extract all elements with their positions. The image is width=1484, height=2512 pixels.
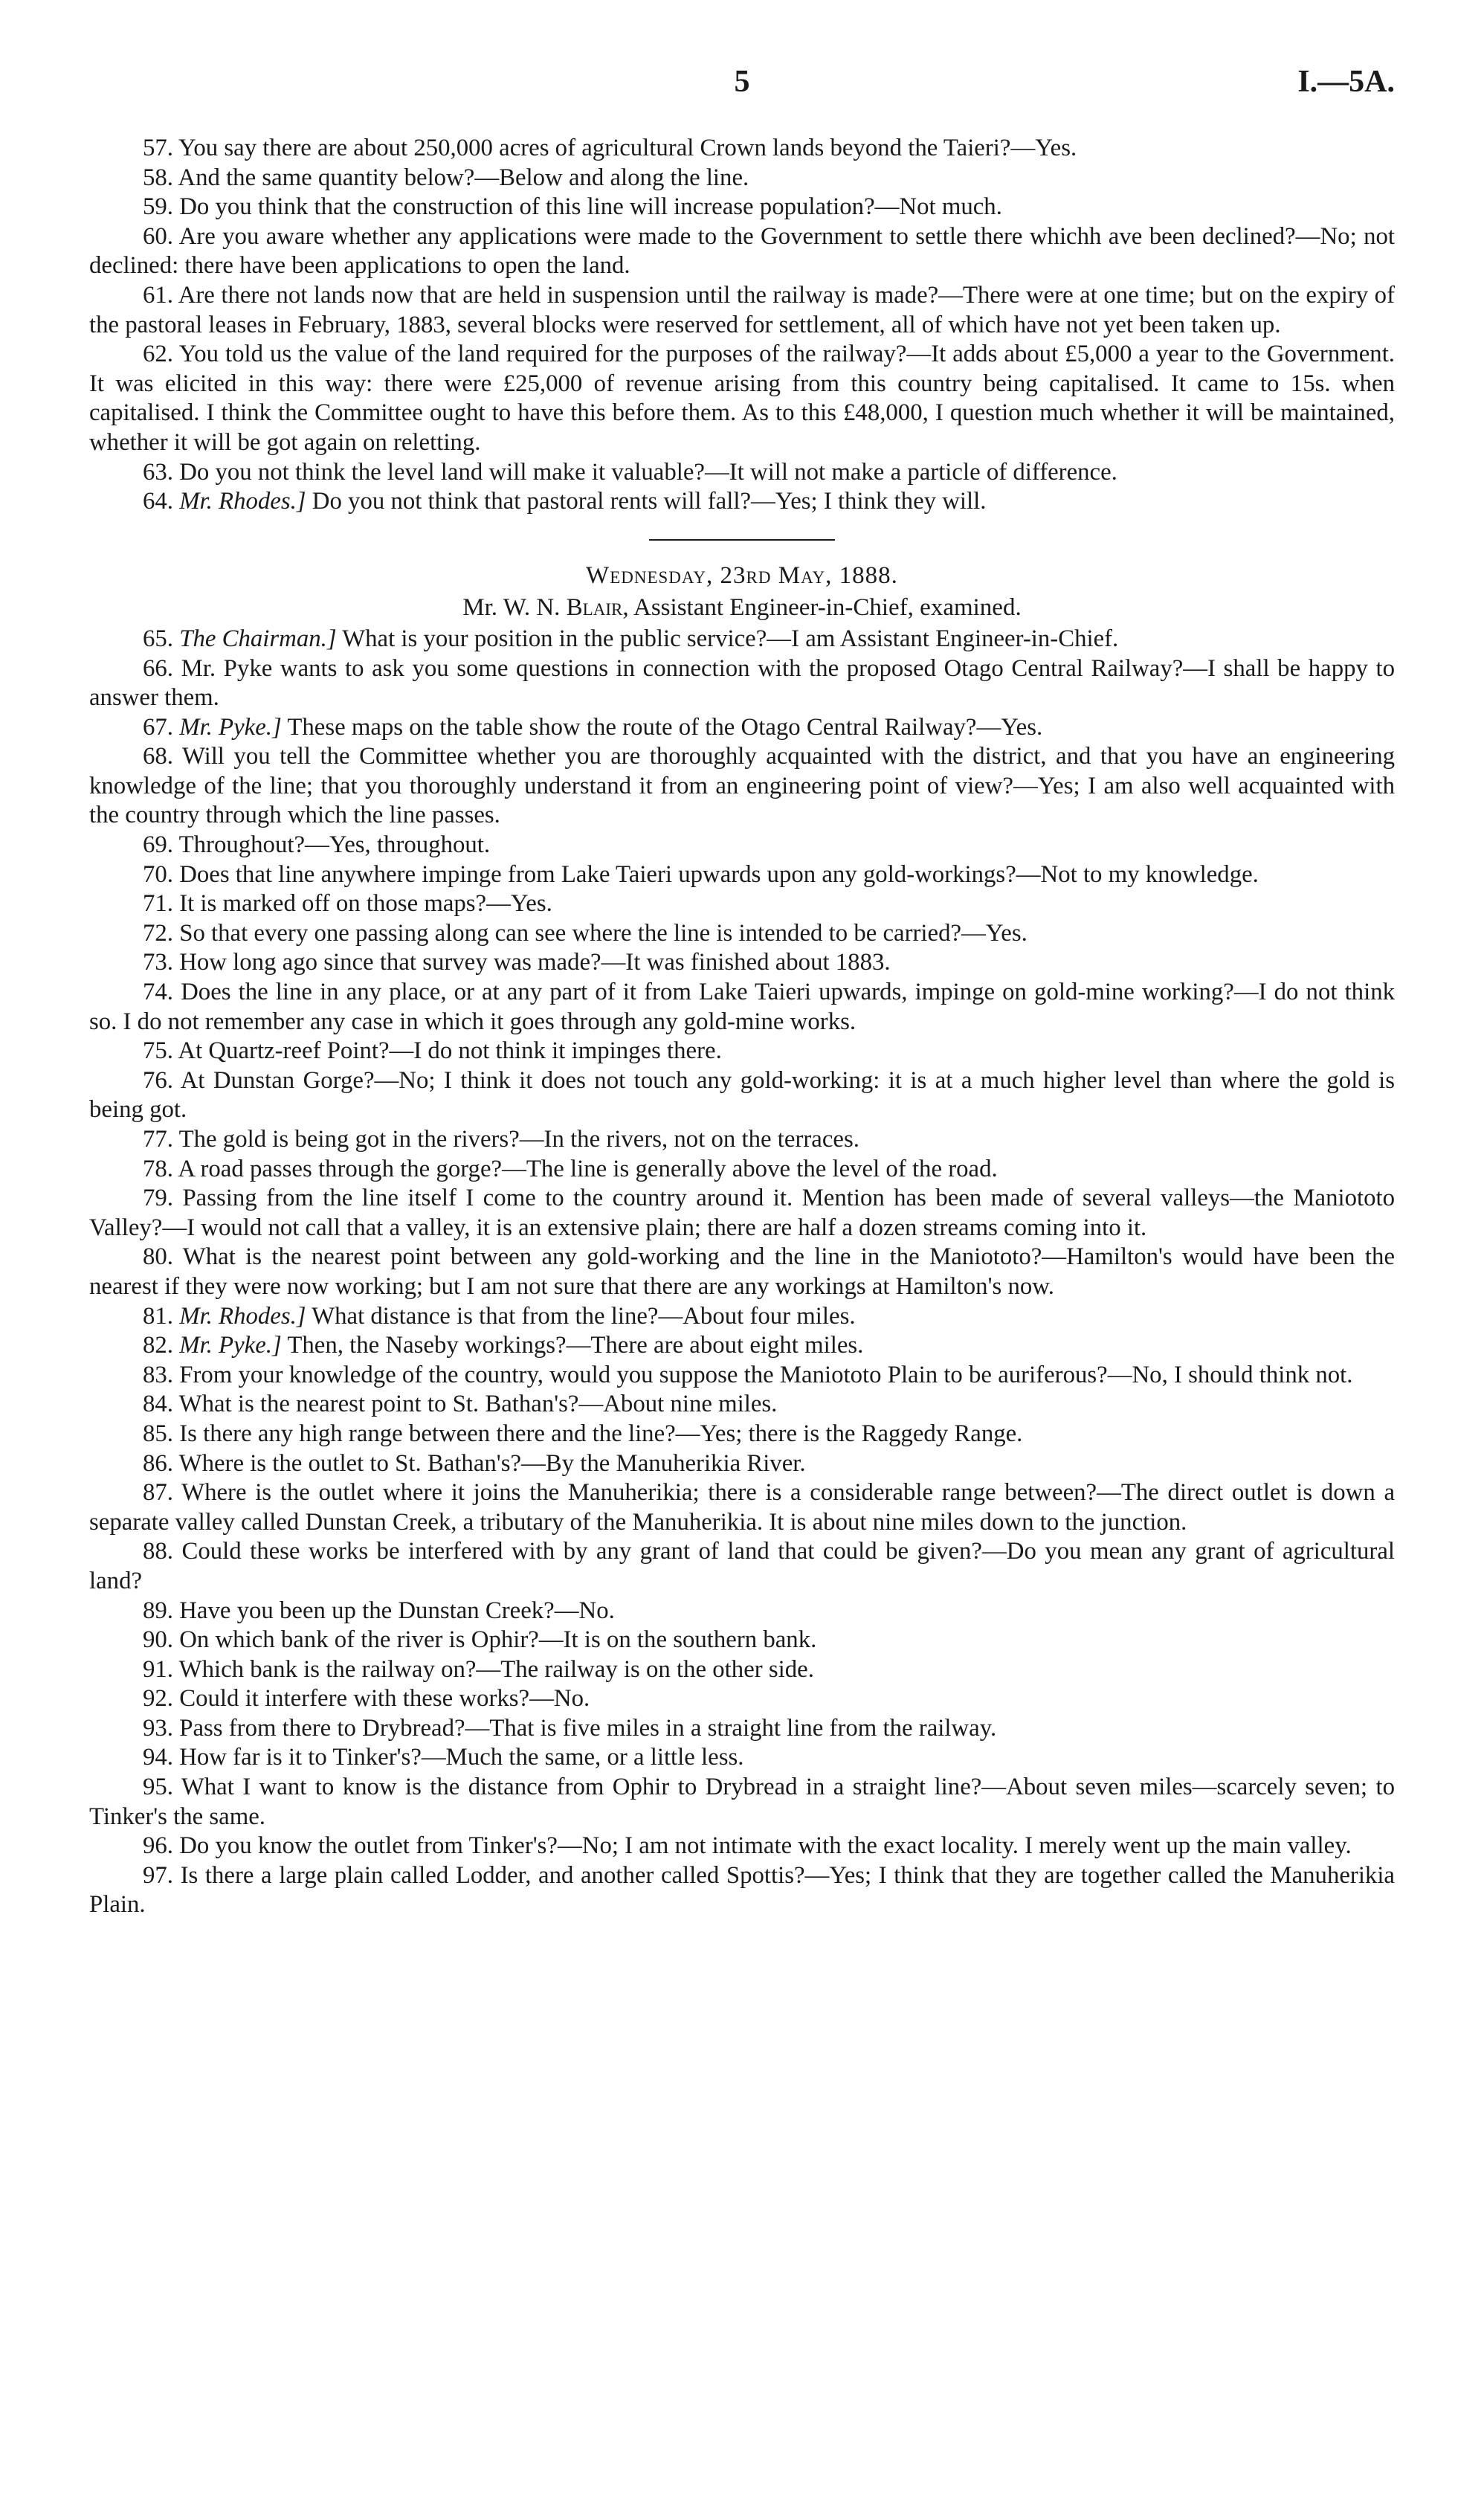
- speaker-name: The Chairman.]: [179, 625, 337, 652]
- question-number: 83.: [143, 1361, 173, 1388]
- question-number: 94.: [143, 1744, 173, 1771]
- question-number: 96.: [143, 1832, 173, 1860]
- question-paragraph: [89, 1066, 1395, 1125]
- question-text: Do you think that the construction of this line will increase population?—Not much.: [179, 193, 1002, 221]
- witness-prefix: Mr. W. N.: [462, 594, 561, 622]
- question-text: You told us the value of the land required for the purposes of the railway?—It adds about £5,000 a year to the Government. It was elicited in this way: there were £25,000 of revenue arising from this country being capitalised. It came to 15s. when capitalised. I think the Committee ought to have this before them. As to this £48,000, I question much whether it will be maintained, whether it will be got again on reletting.: [89, 341, 1396, 456]
- question-text: What is your position in the public service?—I am Assistant Engineer-in-Chief.: [342, 625, 1119, 652]
- speaker-name: Mr. Pyke.]: [179, 713, 282, 741]
- question-number: 61.: [143, 281, 173, 309]
- question-text: At Dunstan Gorge?—No; I think it does not touch any gold-working: it is at a much higher level than where the gold is being got.: [89, 1066, 1396, 1124]
- question-paragraph: [89, 1743, 1395, 1773]
- question-paragraph: [89, 458, 1395, 488]
- page-number: 5: [734, 65, 750, 99]
- question-text: These maps on the table show the route of the Otago Central Railway?—Yes.: [287, 713, 1043, 741]
- witness-suffix: , Assistant Engineer-in-Chief, examined.: [622, 594, 1022, 622]
- question-text: Pass from there to Drybread?—That is five miles in a straight line from the railway.: [179, 1714, 997, 1742]
- question-text: Throughout?—Yes, throughout.: [178, 831, 491, 859]
- question-text: It is marked off on those maps?—Yes.: [179, 890, 552, 918]
- question-text: From your knowledge of the country, would you suppose the Maniototo Plain to be auriferous?—No, I should think not.: [179, 1361, 1353, 1388]
- question-text: Could these works be interfered with by any grant of land that could be given?—Do you mean any grant of agricultural land?: [89, 1538, 1395, 1594]
- question-text: And the same quantity below?—Below and along the line.: [178, 164, 749, 191]
- question-paragraph: [89, 1597, 1395, 1626]
- question-paragraph: [89, 1773, 1395, 1832]
- question-number: 64.: [143, 488, 173, 515]
- question-number: 63.: [143, 458, 173, 486]
- question-number: 74.: [143, 979, 173, 1006]
- question-number: 58.: [143, 164, 173, 191]
- question-paragraph: [89, 1331, 1395, 1361]
- question-text: What I want to know is the distance from Ophir to Drybread in a straight line?—About seven miles—scarcely seven; to Tinker's the same.: [89, 1774, 1395, 1830]
- question-number: 85.: [143, 1420, 173, 1447]
- question-text: Then, the Naseby workings?—There are about eight miles.: [287, 1332, 864, 1359]
- question-paragraph: [89, 1478, 1395, 1537]
- question-text: What is the nearest point to St. Bathan's?—About nine miles.: [178, 1391, 778, 1418]
- question-text: Which bank is the railway on?—The railway is on the other side.: [178, 1655, 814, 1683]
- witness-heading: [89, 593, 1395, 623]
- question-paragraph: [89, 919, 1395, 949]
- question-paragraph: [89, 1125, 1395, 1155]
- question-text: Mr. Pyke wants to ask you some questions in connection with the proposed Otago Central Railway?—I shall be happy to answer them.: [89, 654, 1395, 712]
- question-text: What is the nearest point between any gold-working and the line in the Maniototo?—Hamilton's would have been the nearest if they were now working; but I am not sure that there are any workings at Hamilton's now.: [89, 1243, 1395, 1300]
- question-text: Will you tell the Committee whether you are thoroughly acquainted with the district, and that you have an engineering knowledge of the line; that you thoroughly understand it from an engineering point of view?—Yes; I am also well acquainted with the country through which the line passes.: [89, 743, 1396, 829]
- question-text: A road passes through the gorge?—The line is generally above the level of the road.: [178, 1155, 998, 1182]
- question-text: Does that line anywhere impinge from Lake Taieri upwards upon any gold-workings?—Not to my knowledge.: [179, 860, 1259, 888]
- question-paragraph: [89, 1184, 1395, 1243]
- question-paragraph: [89, 1420, 1395, 1449]
- question-paragraph: [89, 1861, 1395, 1920]
- question-paragraph: [89, 1361, 1395, 1391]
- question-paragraph: [89, 1037, 1395, 1066]
- question-number: 57.: [143, 135, 173, 161]
- question-number: 81.: [143, 1302, 173, 1330]
- question-paragraph: [89, 831, 1395, 860]
- question-paragraph: [89, 1302, 1395, 1332]
- question-number: 73.: [143, 949, 173, 976]
- question-paragraph: [89, 281, 1395, 340]
- question-paragraph: [89, 134, 1395, 164]
- question-number: 68.: [143, 743, 173, 770]
- date-heading: Wednesday, 23rd May, 1888.: [586, 561, 898, 589]
- question-text: Could it interfere with these works?—No.: [179, 1685, 590, 1713]
- question-number: 66.: [143, 654, 173, 682]
- question-number: 97.: [143, 1861, 173, 1889]
- question-number: 78.: [143, 1155, 173, 1182]
- question-paragraph: [89, 1449, 1395, 1479]
- question-paragraph: [89, 1714, 1395, 1744]
- question-text: Are there not lands now that are held in suspension until the railway is made?—There were at one time; but on the expiry of the pastoral leases in February, 1883, several blocks were reserved for settlement, all of which have not yet been taken up.: [89, 281, 1396, 338]
- question-text: Do you not think that pastoral rents will fall?—Yes; I think they will.: [312, 488, 987, 515]
- question-paragraph: [89, 1655, 1395, 1685]
- question-paragraph: [89, 889, 1395, 919]
- question-paragraph: [89, 1684, 1395, 1714]
- question-text: How far is it to Tinker's?—Much the same, or a little less.: [179, 1744, 744, 1771]
- question-paragraph: [89, 1390, 1395, 1420]
- question-number: 90.: [143, 1626, 173, 1654]
- question-text: Is there a large plain called Lodder, and another called Spottis?—Yes; I think that they are together called the Manuherikia Plain.: [89, 1861, 1395, 1919]
- question-text: Have you been up the Dunstan Creek?—No.: [179, 1597, 615, 1624]
- question-number: 65.: [143, 625, 173, 652]
- question-text: The gold is being got in the rivers?—In the rivers, not on the terraces.: [178, 1126, 859, 1153]
- testimony-section-2: [89, 625, 1395, 1920]
- question-number: 62.: [143, 341, 173, 368]
- document-reference: I.—5A.: [1297, 65, 1395, 99]
- speaker-name: Mr. Pyke.]: [179, 1332, 282, 1359]
- question-number: 95.: [143, 1774, 173, 1801]
- question-number: 86.: [143, 1449, 173, 1477]
- question-number: 69.: [143, 831, 173, 859]
- question-paragraph: [89, 1155, 1395, 1185]
- speaker-name: Mr. Rhodes.]: [179, 1302, 306, 1330]
- question-text: You say there are about 250,000 acres of agricultural Crown lands beyond the Taieri?—Yes.: [178, 135, 1077, 161]
- question-text: Does the line in any place, or at any part of it from Lake Taieri upwards, impinge on gold-mine working?—I do not think so. I do not remember any case in which it goes through any gold-mine works.: [89, 979, 1395, 1035]
- question-text: So that every one passing along can see where the line is intended to be carried?—Yes.: [179, 919, 1027, 947]
- question-text: What distance is that from the line?—About four miles.: [312, 1302, 856, 1330]
- question-number: 77.: [143, 1126, 173, 1153]
- question-text: Do you not think the level land will make it valuable?—It will not make a particle of difference.: [179, 458, 1117, 486]
- question-text: Where is the outlet where it joins the Manuherikia; there is a considerable range between?—The direct outlet is down a separate valley called Dunstan Creek, a tributary of the Manuherikia. It is about nine miles down to the junction.: [89, 1479, 1395, 1536]
- page-header: [89, 64, 1395, 109]
- question-number: 72.: [143, 919, 173, 947]
- question-number: 80.: [143, 1243, 173, 1271]
- question-paragraph: [89, 164, 1395, 193]
- question-text: How long ago since that survey was made?—It was finished about 1883.: [179, 949, 891, 976]
- question-paragraph: [89, 978, 1395, 1037]
- question-text: At Quartz-reef Point?—I do not think it impinges there.: [178, 1037, 722, 1065]
- question-text: Where is the outlet to St. Bathan's?—By the Manuherikia River.: [178, 1449, 806, 1477]
- question-paragraph: [89, 713, 1395, 743]
- speaker-name: Mr. Rhodes.]: [179, 488, 306, 515]
- question-paragraph: [89, 625, 1395, 654]
- question-text: Passing from the line itself I come to the country around it. Mention has been made of several valleys—the Maniototo Valley?—I would not call that a valley, it is an extensive plain; there are half a dozen streams coming into it.: [89, 1185, 1395, 1241]
- question-number: 87.: [143, 1479, 173, 1507]
- question-paragraph: [89, 654, 1395, 713]
- question-number: 82.: [143, 1332, 173, 1359]
- question-number: 79.: [143, 1185, 173, 1212]
- question-paragraph: [89, 193, 1395, 222]
- question-number: 60.: [143, 222, 173, 250]
- question-number: 92.: [143, 1685, 173, 1713]
- question-paragraph: [89, 222, 1395, 281]
- question-number: 93.: [143, 1714, 173, 1742]
- testimony-section-1: [89, 134, 1395, 517]
- question-number: 67.: [143, 713, 173, 741]
- question-number: 59.: [143, 193, 173, 221]
- page-body: [89, 134, 1395, 1920]
- question-paragraph: [89, 948, 1395, 978]
- question-text: Are you aware whether any applications were made to the Government to settle there whichh ave been declined?—No; not declined: there have been applications to open the land.: [89, 222, 1395, 280]
- question-number: 84.: [143, 1391, 173, 1418]
- witness-name: Blair: [566, 594, 623, 622]
- question-paragraph: [89, 1832, 1395, 1861]
- question-number: 75.: [143, 1037, 173, 1065]
- question-text: On which bank of the river is Ophir?—It is on the southern bank.: [179, 1626, 817, 1654]
- question-paragraph: [89, 487, 1395, 517]
- question-number: 88.: [143, 1538, 173, 1565]
- question-text: Is there any high range between there and the line?—Yes; there is the Raggedy Range.: [179, 1420, 1023, 1447]
- question-number: 91.: [143, 1655, 173, 1683]
- question-paragraph: [89, 1243, 1395, 1301]
- question-number: 71.: [143, 890, 173, 918]
- question-number: 89.: [143, 1597, 173, 1624]
- question-text: Do you know the outlet from Tinker's?—No; I am not intimate with the exact locality. I merely went up the main valley.: [179, 1832, 1352, 1860]
- question-paragraph: [89, 1626, 1395, 1655]
- question-number: 70.: [143, 860, 173, 888]
- question-paragraph: [89, 742, 1395, 831]
- question-paragraph: [89, 340, 1395, 457]
- section-divider: [649, 539, 835, 541]
- question-paragraph: [89, 860, 1395, 890]
- question-number: 76.: [143, 1066, 173, 1094]
- question-paragraph: [89, 1537, 1395, 1596]
